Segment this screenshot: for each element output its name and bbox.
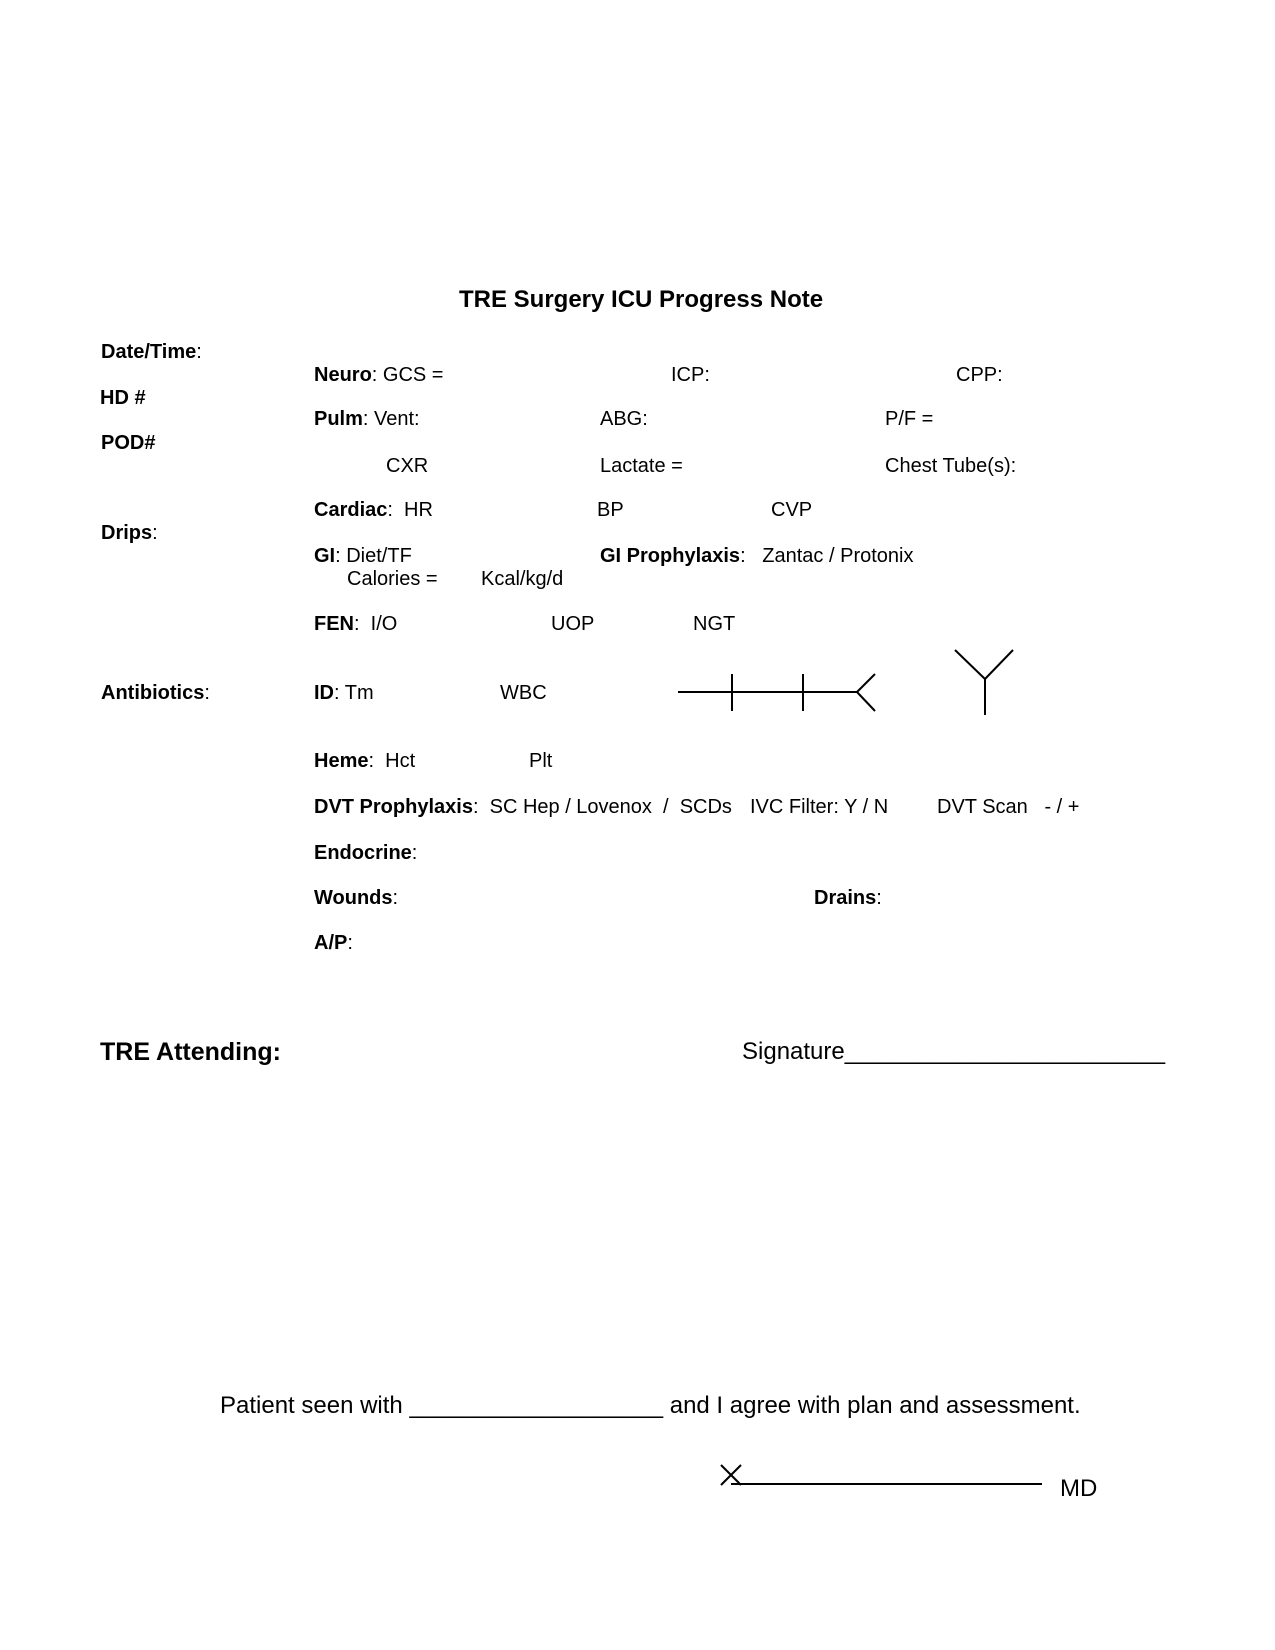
fishbone-tail-lower (857, 692, 875, 711)
bp-label: BP (597, 499, 624, 521)
icp-label: ICP: (671, 364, 710, 386)
fishbone-tail-upper (857, 674, 875, 692)
lab-fishbone-diagram (678, 674, 875, 711)
wbc-label: WBC (500, 682, 547, 704)
y-diagram (955, 650, 1013, 715)
cxr-label: CXR (386, 455, 429, 477)
fen-row: FEN: I/O (314, 613, 398, 635)
uop-label: UOP (551, 613, 595, 635)
wounds-label: Wounds: (314, 887, 399, 909)
cvp-label: CVP (771, 499, 813, 521)
y-right-arm (985, 650, 1013, 679)
chest-tubes-label: Chest Tube(s): (885, 455, 1017, 477)
signature-line: Signature________________________ (742, 1038, 1166, 1065)
heme-row: Heme: Hct (314, 750, 416, 772)
gi-row: GI: Diet/TF (314, 545, 412, 567)
md-label: MD (1060, 1475, 1098, 1502)
id-row: ID: Tm (314, 682, 374, 704)
md-signature-x-line (721, 1465, 1042, 1485)
y-left-arm (955, 650, 985, 679)
antibiotics-label: Antibiotics: (101, 682, 210, 704)
endocrine-label: Endocrine: (314, 842, 418, 864)
ngt-label: NGT (693, 613, 736, 635)
ivc-filter-label: IVC Filter: Y / N (750, 796, 889, 818)
dvt-scan-label: DVT Scan - / + (937, 796, 1080, 818)
drips-label: Drips: (101, 522, 158, 544)
gi-prophylaxis: GI Prophylaxis: Zantac / Protonix (600, 545, 914, 567)
drains-label: Drains: (814, 887, 882, 909)
pf-label: P/F = (885, 408, 934, 430)
page-title: TRE Surgery ICU Progress Note (459, 286, 824, 313)
attending-label: TRE Attending: (100, 1038, 281, 1066)
date-time-label: Date/Time: (101, 341, 202, 363)
plt-label: Plt (529, 750, 553, 772)
ap-label: A/P: (314, 932, 353, 954)
pod-label: POD# (101, 432, 156, 454)
cardiac-row: Cardiac: HR (314, 499, 433, 521)
pulm-row: Pulm: Vent: (314, 408, 420, 430)
calories-label: Calories = (347, 568, 438, 590)
dvt-prophylaxis-row: DVT Prophylaxis: SC Hep / Lovenox / SCDs (314, 796, 732, 818)
kcal-label: Kcal/kg/d (481, 568, 564, 590)
neuro-row: Neuro: GCS = (314, 364, 444, 386)
hd-label: HD # (100, 387, 146, 409)
abg-label: ABG: (600, 408, 648, 430)
lactate-label: Lactate = (600, 455, 683, 477)
attestation-text: Patient seen with ___________________ and I agree with plan and assessment. (220, 1392, 1081, 1419)
cpp-label: CPP: (956, 364, 1003, 386)
